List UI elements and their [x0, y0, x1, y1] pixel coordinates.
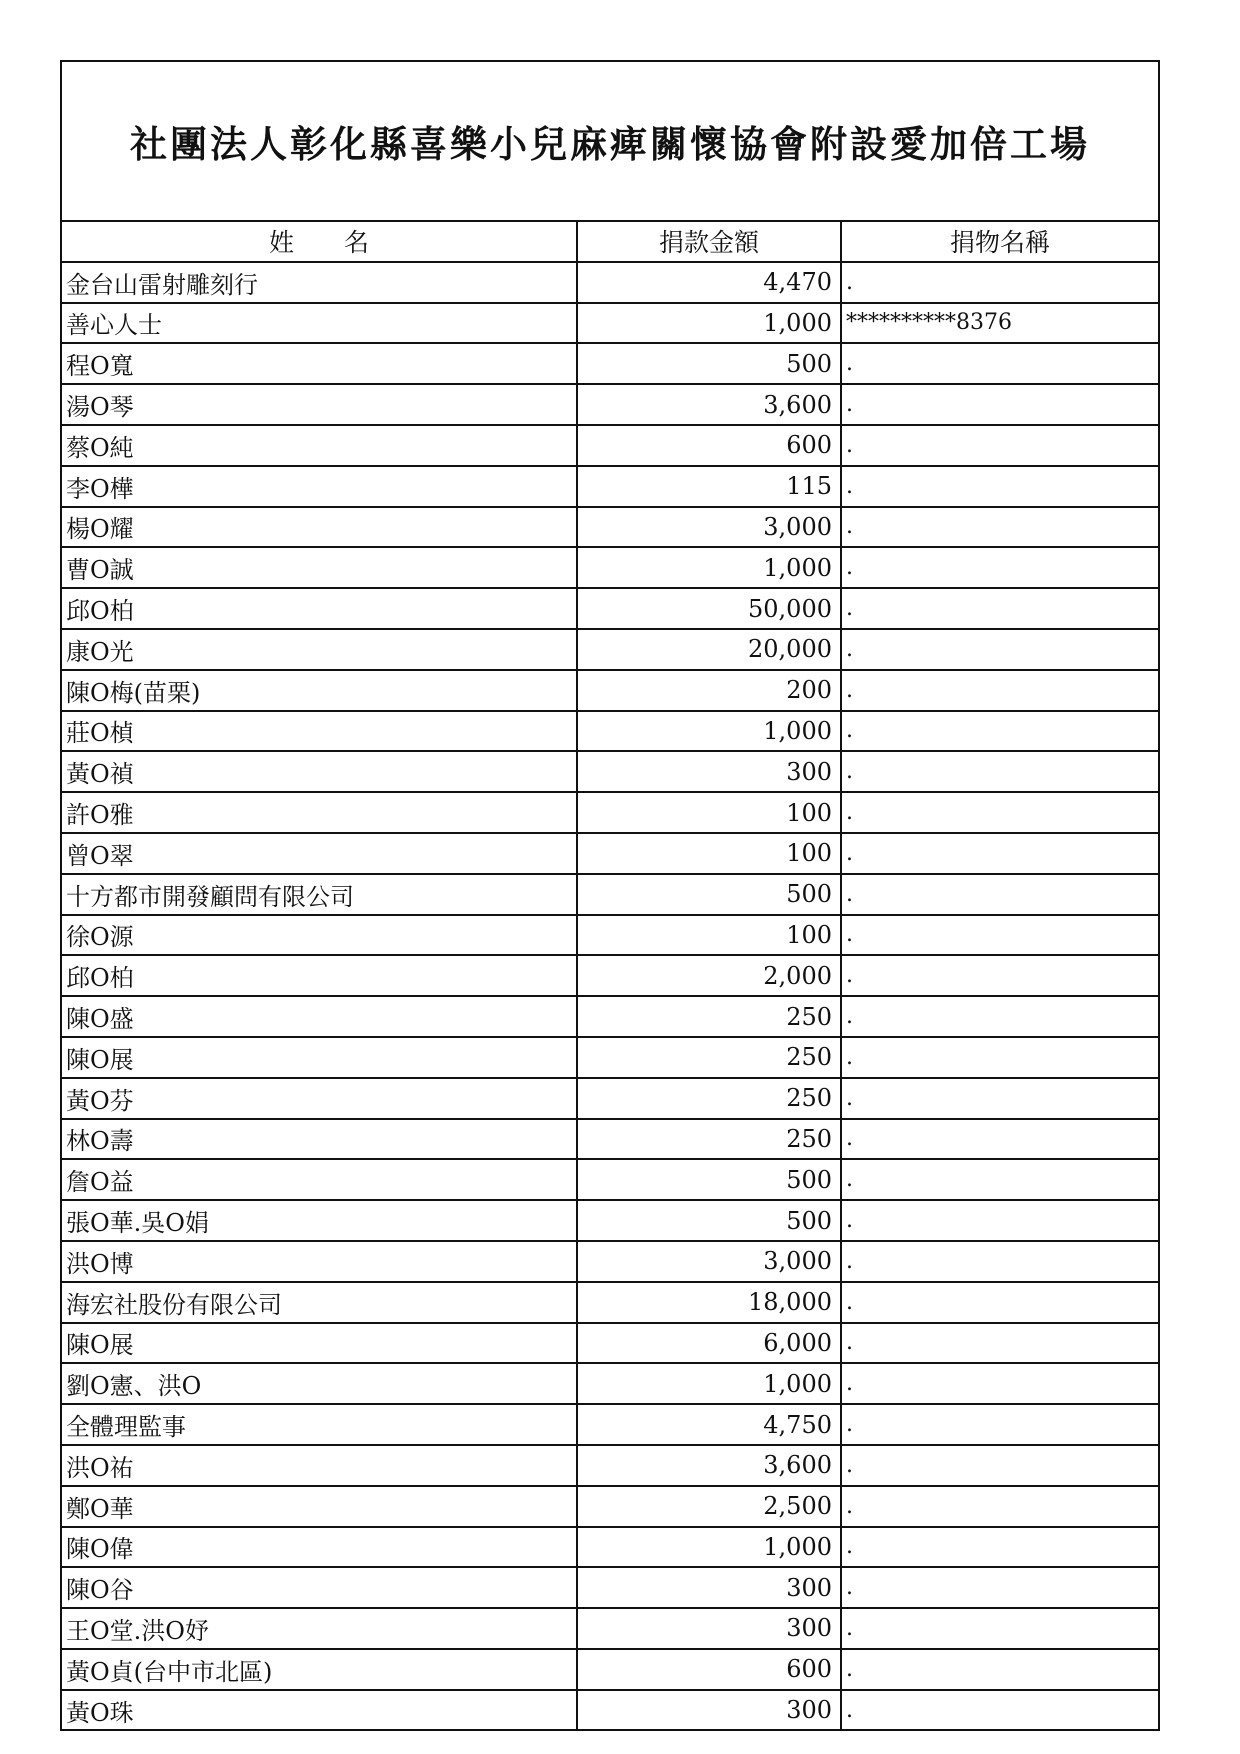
table-row [62, 547, 1158, 588]
table-row [62, 425, 1158, 466]
donor-name-cell: 林O壽 [62, 1119, 577, 1160]
amount-cell: 300 [577, 1567, 841, 1608]
amount-cell: 100 [577, 915, 841, 956]
table-row [62, 1200, 1158, 1241]
item-cell: . [841, 833, 1158, 874]
table-row [62, 792, 1158, 833]
donor-name-cell: 陳O偉 [62, 1527, 577, 1568]
amount-cell: 500 [577, 874, 841, 915]
donor-name-cell: 曹O誠 [62, 547, 577, 588]
item-cell: . [841, 507, 1158, 548]
item-cell: . [841, 1241, 1158, 1282]
table-row [62, 1282, 1158, 1323]
amount-cell: 500 [577, 1159, 841, 1200]
donor-name-cell: 劉O憲、洪O [62, 1363, 577, 1404]
amount-cell: 1,000 [577, 1363, 841, 1404]
donor-name-cell: 邱O柏 [62, 955, 577, 996]
amount-cell: 300 [577, 1690, 841, 1730]
amount-cell: 1,000 [577, 303, 841, 344]
amount-cell: 250 [577, 996, 841, 1037]
amount-cell: 600 [577, 425, 841, 466]
donor-name-cell: 十方都市開發顧問有限公司 [62, 874, 577, 915]
item-cell: . [841, 1119, 1158, 1160]
amount-cell: 1,000 [577, 711, 841, 752]
item-cell: . [841, 466, 1158, 507]
amount-cell: 250 [577, 1078, 841, 1119]
donor-name-cell: 李O樺 [62, 466, 577, 507]
item-cell: . [841, 1282, 1158, 1323]
donor-name-cell: 蔡O純 [62, 425, 577, 466]
table-row [62, 1567, 1158, 1608]
amount-cell: 3,000 [577, 1241, 841, 1282]
item-cell: . [841, 547, 1158, 588]
table-row [62, 1037, 1158, 1078]
item-cell: . [846, 1697, 853, 1723]
table-row [62, 1363, 1158, 1404]
donor-name-cell: 陳O梅(苗栗) [62, 670, 577, 711]
amount-cell: 4,750 [577, 1404, 841, 1445]
item-cell: . [841, 670, 1158, 711]
amount-cell: 3,600 [577, 384, 841, 425]
table-row [62, 751, 1158, 792]
table-row [62, 915, 1158, 956]
donor-name-cell: 王O堂.洪O妤 [62, 1608, 577, 1649]
item-cell: . [841, 1608, 1158, 1649]
item-cell: . [841, 1486, 1158, 1527]
table-row [62, 1649, 1158, 1690]
amount-cell: 50,000 [577, 588, 841, 629]
table-row [62, 1608, 1158, 1649]
table-row [62, 343, 1158, 384]
amount-cell: 1,000 [577, 1527, 841, 1568]
item-cell: . [841, 915, 1158, 956]
amount-cell: 200 [577, 670, 841, 711]
amount-cell: 4,470 [577, 262, 841, 303]
amount-cell: 2,000 [577, 955, 841, 996]
amount-cell: 6,000 [577, 1323, 841, 1364]
item-cell: . [841, 262, 1158, 303]
item-cell: . [841, 955, 1158, 996]
donor-name-cell: 全體理監事 [62, 1404, 577, 1445]
item-cell: . [841, 1323, 1158, 1364]
item-cell: . [841, 751, 1158, 792]
item-cell: . [841, 1037, 1158, 1078]
table-row [62, 1404, 1158, 1445]
table-row [62, 384, 1158, 425]
table-row [62, 1486, 1158, 1527]
header-amount: 捐款金額 [577, 222, 841, 262]
amount-cell: 100 [577, 792, 841, 833]
amount-cell: 115 [577, 466, 841, 507]
donor-name-cell: 鄭O華 [62, 1486, 577, 1527]
item-cell: . [841, 874, 1158, 915]
table-row [62, 507, 1158, 548]
table-row [62, 1078, 1158, 1119]
amount-cell: 300 [577, 751, 841, 792]
amount-cell: 2,500 [577, 1486, 841, 1527]
donation-sheet [60, 60, 1160, 1731]
table-row [62, 1241, 1158, 1282]
item-cell: . [841, 1200, 1158, 1241]
donor-name-cell: 程O寬 [62, 343, 577, 384]
donor-name-cell: 湯O琴 [62, 384, 577, 425]
table-row [62, 629, 1158, 670]
item-cell: . [841, 425, 1158, 466]
donor-name-cell: 陳O谷 [62, 1567, 577, 1608]
item-cell: . [841, 1567, 1158, 1608]
donor-name-cell: 海宏社股份有限公司 [62, 1282, 577, 1323]
item-cell: . [841, 996, 1158, 1037]
item-cell: . [841, 384, 1158, 425]
amount-cell: 250 [577, 1037, 841, 1078]
table-row [62, 1159, 1158, 1200]
donor-name-cell: 黃O貞(台中市北區) [62, 1649, 577, 1690]
table-row [62, 1119, 1158, 1160]
table-row [62, 1323, 1158, 1364]
amount-cell: 600 [577, 1649, 841, 1690]
item-cell: . [841, 1649, 1158, 1690]
item-cell: . [841, 1404, 1158, 1445]
donor-name-cell: 善心人士 [62, 303, 577, 344]
amount-cell: 3,600 [577, 1445, 841, 1486]
table-row [62, 262, 1158, 303]
table-row [62, 1445, 1158, 1486]
item-cell: . [841, 711, 1158, 752]
table-row [62, 588, 1158, 629]
table-body [62, 262, 1158, 1730]
amount-cell: 18,000 [577, 1282, 841, 1323]
table-row [62, 670, 1158, 711]
table-row [62, 833, 1158, 874]
donor-name-cell: 徐O源 [62, 915, 577, 956]
donor-name-cell: 楊O耀 [62, 507, 577, 548]
item-cell: . [841, 1078, 1158, 1119]
donor-name-cell: 陳O盛 [62, 996, 577, 1037]
table-row [62, 1690, 1158, 1730]
donor-name-cell: 黃O芬 [62, 1078, 577, 1119]
donor-name-cell: 許O雅 [62, 792, 577, 833]
item-cell: . [841, 629, 1158, 670]
header-name: 姓 名 [62, 222, 577, 262]
table-row [62, 303, 1158, 344]
donor-name-cell: 詹O益 [62, 1159, 577, 1200]
amount-cell: 500 [577, 1200, 841, 1241]
table-row [62, 1527, 1158, 1568]
amount-cell: 100 [577, 833, 841, 874]
table-row [62, 711, 1158, 752]
table-row [62, 874, 1158, 915]
title-box [62, 62, 1158, 222]
amount-cell: 300 [577, 1608, 841, 1649]
table-row [62, 955, 1158, 996]
donor-name-cell: 黃O禎 [62, 751, 577, 792]
item-cell: . [841, 588, 1158, 629]
amount-cell: 250 [577, 1119, 841, 1160]
donor-name-cell: 曾O翠 [62, 833, 577, 874]
donation-table [62, 222, 1158, 1729]
amount-cell: 20,000 [577, 629, 841, 670]
donor-name-cell: 洪O祐 [62, 1445, 577, 1486]
header-item: 捐物名稱 [841, 222, 1158, 262]
amount-cell: 500 [577, 343, 841, 384]
donor-name-cell: 康O光 [62, 629, 577, 670]
donor-name-cell: 莊O楨 [62, 711, 577, 752]
donor-name-cell: 黃O珠 [62, 1690, 577, 1730]
amount-cell: 1,000 [577, 547, 841, 588]
item-cell: . [841, 1159, 1158, 1200]
donor-name-cell: 張O華.吳O娟 [62, 1200, 577, 1241]
table-row [62, 996, 1158, 1037]
donor-name-cell: 邱O柏 [62, 588, 577, 629]
table-header-row [62, 222, 1158, 262]
item-cell: . [841, 1363, 1158, 1404]
page-title: 社團法人彰化縣喜樂小兒麻痺關懷協會附設愛加倍工場 [130, 122, 1090, 166]
donor-name-cell: 洪O博 [62, 1241, 577, 1282]
item-cell: **********8376 [841, 303, 1158, 344]
item-cell: . [841, 1527, 1158, 1568]
donor-name-cell: 金台山雷射雕刻行 [62, 262, 577, 303]
donor-name-cell: 陳O展 [62, 1037, 577, 1078]
item-cell: . [841, 343, 1158, 384]
item-cell: . [841, 792, 1158, 833]
item-cell: . [841, 1445, 1158, 1486]
donor-name-cell: 陳O展 [62, 1323, 577, 1364]
table-row [62, 466, 1158, 507]
amount-cell: 3,000 [577, 507, 841, 548]
